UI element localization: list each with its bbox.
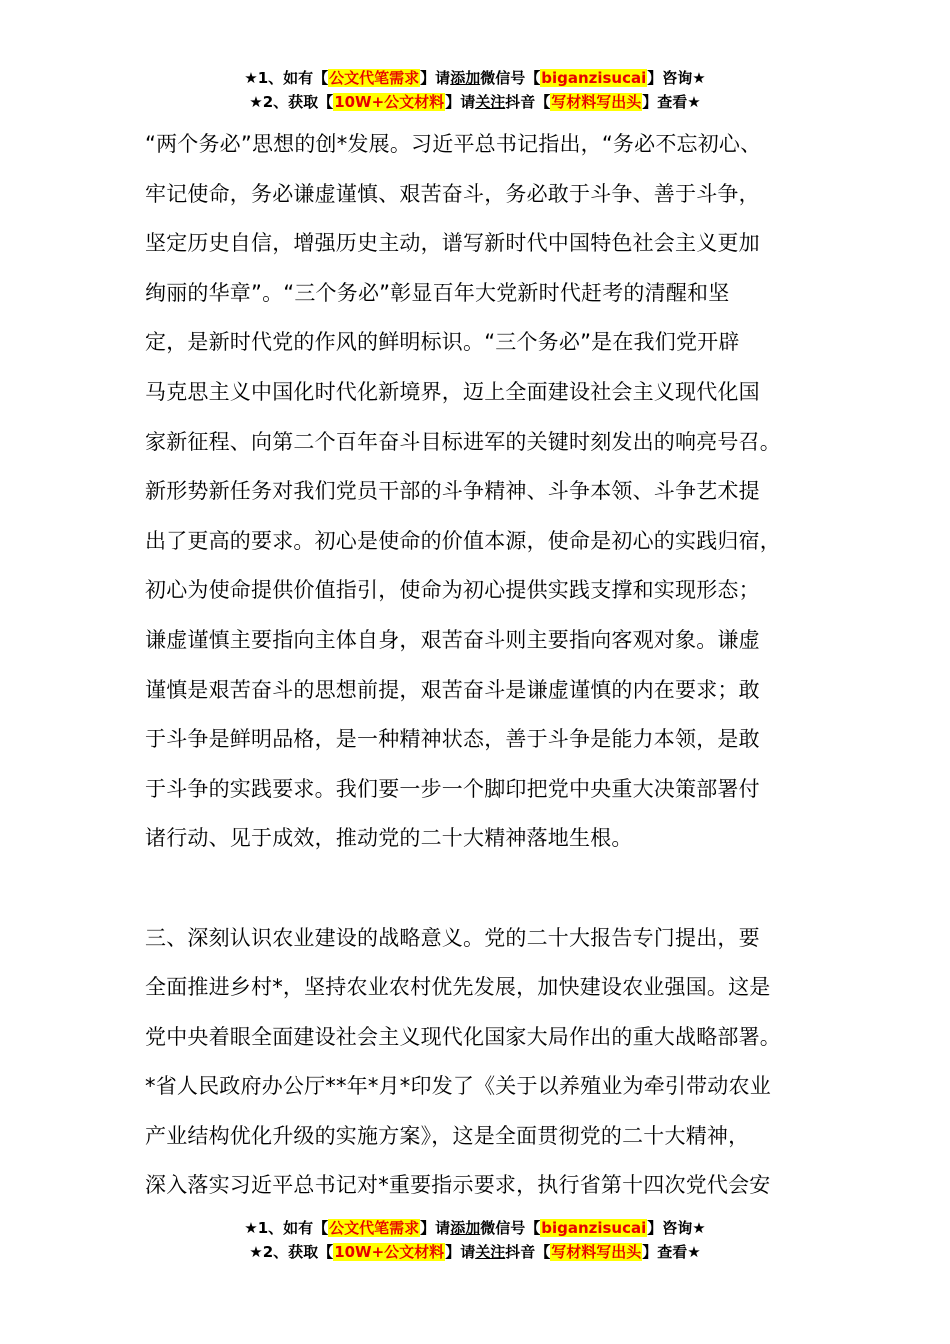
text-line: 谦虚谨慎主要指向主体自身，艰苦奋斗则主要指向客观对象。谦虚 bbox=[145, 627, 760, 652]
banner-highlight: 写材料写出头 bbox=[551, 93, 642, 111]
text-line: 诸行动、见于成效，推动党的二十大精神落地生根。 bbox=[145, 826, 633, 851]
banner-text: 微信号【 bbox=[480, 1219, 541, 1237]
banner-line-2 bbox=[0, 90, 950, 114]
banner-text: ★1、如有【 bbox=[244, 1219, 329, 1237]
header-banner bbox=[0, 66, 950, 114]
text-line: “两个务必”思想的创*发展。习近平总书记指出，“务必不忘初心、 bbox=[145, 132, 762, 156]
text-line: 初心为使命提供价值指引，使命为初心提供实践支撑和实现形态； bbox=[145, 578, 760, 603]
banner-highlight: biganzisucai bbox=[541, 69, 647, 87]
text-line: 党中央着眼全面建设社会主义现代化国家大局作出的重大战略部署。 bbox=[145, 1024, 781, 1049]
text-line: 马克思主义中国化时代化新境界，迈上全面建设社会主义现代化国 bbox=[145, 379, 760, 404]
text-line: 家新征程、向第二个百年奋斗目标进军的关键时刻发出的响亮号召。 bbox=[145, 429, 781, 454]
text-line: 定，是新时代党的作风的鲜明标识。“三个务必”是在我们党开辟 bbox=[145, 330, 740, 355]
text-line: 全面推进乡村*，坚持农业农村优先发展，加快建设农业强国。这是 bbox=[145, 975, 771, 1000]
text-line: 于斗争是鲜明品格，是一种精神状态，善于斗争是能力本领，是敢 bbox=[145, 727, 760, 752]
banner-text: 】请 bbox=[445, 93, 476, 111]
banner-highlight: 公文代笔需求 bbox=[329, 69, 420, 87]
banner-text: 】请 bbox=[445, 1243, 476, 1261]
text-line: 新形势新任务对我们党员干部的斗争精神、斗争本领、斗争艺术提 bbox=[145, 479, 760, 504]
text-line: *省人民政府办公厅**年*月*印发了《关于以养殖业为牵引带动农业 bbox=[145, 1074, 771, 1099]
text-line: 谨慎是艰苦奋斗的思想前提，艰苦奋斗是谦虚谨慎的内在要求；敢 bbox=[145, 677, 760, 702]
banner-line-1 bbox=[0, 66, 950, 90]
text-line: 牢记使命，务必谦虚谨慎、艰苦奋斗，务必敢于斗争、善于斗争， bbox=[145, 181, 760, 206]
text-line: 三、深刻认识农业建设的战略意义。党的二十大报告专门提出，要 bbox=[145, 925, 760, 950]
footer-banner bbox=[0, 1216, 950, 1264]
banner-underlined: 关注 bbox=[475, 1243, 506, 1261]
text-line: 产业结构优化升级的实施方案》，这是全面贯彻党的二十大精神， bbox=[145, 1123, 750, 1148]
banner-text: 抖音【 bbox=[505, 93, 551, 111]
banner-text: 微信号【 bbox=[480, 69, 541, 87]
banner-highlight: 10W+公文材料 bbox=[334, 1243, 445, 1261]
paragraph-2 bbox=[145, 918, 845, 1216]
banner-text: 】咨询★ bbox=[647, 69, 706, 87]
banner-underlined: 添加 bbox=[450, 69, 481, 87]
text-line: 出了更高的要求。初心是使命的价值本源，使命是初心的实践归宿， bbox=[145, 528, 781, 553]
banner-highlight: 公文代笔需求 bbox=[329, 1219, 420, 1237]
banner-text: ★2、获取【 bbox=[249, 93, 334, 111]
banner-text: 】请 bbox=[420, 1219, 451, 1237]
banner-text: 】查看★ bbox=[642, 1243, 701, 1261]
banner-underlined: 添加 bbox=[450, 1219, 481, 1237]
banner-line-2 bbox=[0, 1240, 950, 1264]
banner-text: 】查看★ bbox=[642, 93, 701, 111]
paragraph-1 bbox=[145, 124, 845, 868]
banner-line-1 bbox=[0, 1216, 950, 1240]
banner-text: 】咨询★ bbox=[647, 1219, 706, 1237]
text-line: 深入落实习近平总书记对*重要指示要求，执行省第十四次党代会安 bbox=[145, 1173, 771, 1198]
document-body bbox=[145, 124, 845, 1215]
banner-highlight: 10W+公文材料 bbox=[334, 93, 445, 111]
text-line: 坚定历史自信，增强历史主动，谱写新时代中国特色社会主义更加 bbox=[145, 231, 760, 256]
banner-text: 抖音【 bbox=[505, 1243, 551, 1261]
banner-text: ★1、如有【 bbox=[244, 69, 329, 87]
banner-text: ★2、获取【 bbox=[249, 1243, 334, 1261]
banner-text: 】请 bbox=[420, 69, 451, 87]
text-line: 于斗争的实践要求。我们要一步一个脚印把党中央重大决策部署付 bbox=[145, 776, 760, 801]
banner-highlight: 写材料写出头 bbox=[551, 1243, 642, 1261]
banner-highlight: biganzisucai bbox=[541, 1219, 647, 1237]
paragraph-gap bbox=[145, 868, 845, 918]
text-line: 绚丽的华章”。“三个务必”彰显百年大党新时代赶考的清醒和坚 bbox=[145, 280, 730, 305]
banner-underlined: 关注 bbox=[475, 93, 506, 111]
